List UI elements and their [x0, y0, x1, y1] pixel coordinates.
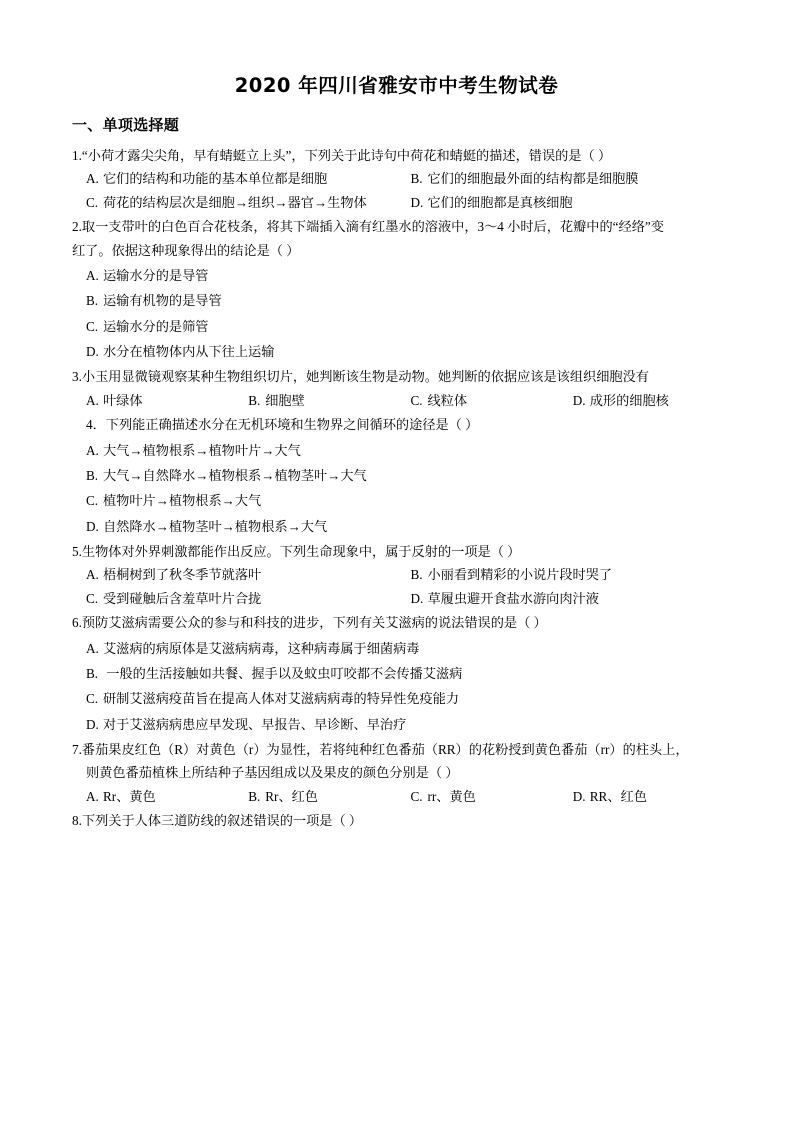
- question-stem: 4．下列能正确描述水分在无机环境和生物界之间循环的途径是（ ）: [86, 417, 479, 433]
- option-text: 一般的生活接触如共餐、握手以及蚊虫叮咬都不会传播艾滋病: [103, 665, 463, 681]
- question-8: [72, 810, 721, 831]
- option-a[interactable]: [72, 786, 234, 807]
- option-label: C.: [86, 318, 99, 334]
- option-c[interactable]: [72, 688, 721, 709]
- question-stem-cont: 则黄色番茄植株上所结种子基因组成以及果皮的颜色分别是（ ）: [86, 765, 459, 781]
- option-b[interactable]: [397, 168, 722, 189]
- question-stem: 8.下列关于人体三道防线的叙述错误的一项是（ ）: [72, 813, 363, 829]
- option-c[interactable]: [72, 192, 397, 213]
- option-label: C.: [86, 194, 99, 210]
- question-stem-cont: 红了。依据这种现象得出的结论是（ ）: [72, 242, 300, 258]
- option-text: 成形的细胞核: [589, 392, 669, 408]
- question-3: [72, 366, 721, 411]
- option-text: 草履虫避开食盐水游向肉汁液: [427, 590, 599, 606]
- option-list: [72, 440, 721, 538]
- question-4: [72, 414, 721, 537]
- option-label: D.: [86, 716, 99, 732]
- option-text: 它们的细胞最外面的结构都是细胞膜: [427, 171, 639, 187]
- option-d[interactable]: [72, 341, 721, 362]
- option-text: Rr、红色: [265, 788, 318, 804]
- option-text: 它们的细胞都是真核细胞: [427, 194, 573, 210]
- option-text: 运输水分的是筛管: [103, 318, 209, 334]
- option-d[interactable]: [559, 786, 721, 807]
- page-title: 2020 年四川省雅安市中考生物试卷: [234, 74, 559, 97]
- option-a[interactable]: [72, 168, 397, 189]
- question-stem: 7.番茄果皮红色（R）对黄色（r）为显性，若将纯种红色番茄（RR）的花粉授到黄色番茄（rr）的柱头上，: [72, 742, 689, 757]
- option-row: [72, 564, 721, 585]
- option-text: 运输有机物的是导管: [103, 293, 222, 309]
- option-c[interactable]: [72, 588, 397, 609]
- option-c[interactable]: [72, 316, 721, 337]
- question-stem: 1.“小荷才露尖尖角，早有蜻蜓立上头”，下列关于此诗句中荷花和蜻蜓的描述，错误的是（ ）: [72, 148, 612, 163]
- option-text: 研制艾滋病疫苗旨在提高人体对艾滋病病毒的特异性免疫能力: [103, 691, 460, 707]
- option-c[interactable]: [397, 786, 559, 807]
- option-row: [72, 168, 721, 189]
- option-label: D.: [410, 590, 424, 606]
- question-stem: 6.预防艾滋病需要公众的参与和科技的进步，下列有关艾滋病的说法错误的是（ ）: [72, 615, 547, 631]
- option-text: 叶绿体: [103, 392, 143, 408]
- option-a[interactable]: [72, 440, 721, 461]
- option-row: [72, 588, 721, 609]
- option-text: 梧桐树到了秋冬季节就落叶: [103, 567, 262, 583]
- option-label: B.: [410, 567, 423, 583]
- option-label: B.: [86, 467, 99, 483]
- option-text: 自然降水→植物茎叶→植物根系→大气: [103, 518, 328, 534]
- option-label: D.: [572, 788, 586, 804]
- option-label: B.: [86, 665, 99, 681]
- option-d[interactable]: [397, 192, 722, 213]
- question-stem: 3.小玉用显微镜观察某种生物组织切片，她判断该生物是动物。她判断的依据应该是该组织细胞没有: [72, 369, 649, 385]
- option-a[interactable]: [72, 265, 721, 286]
- option-b[interactable]: [234, 390, 396, 411]
- option-label: D.: [86, 344, 99, 359]
- option-label: C.: [86, 493, 99, 509]
- option-text: RR、红色: [589, 788, 647, 804]
- question-6: [72, 612, 721, 735]
- option-text: rr、黄色: [427, 788, 476, 804]
- option-text: 受到碰触后含羞草叶片合拢: [103, 590, 262, 606]
- option-label: D.: [86, 518, 99, 534]
- option-text: 运输水分的是导管: [103, 267, 209, 283]
- option-label: A.: [86, 267, 99, 283]
- option-label: B.: [410, 171, 423, 187]
- option-a[interactable]: [72, 390, 234, 411]
- option-b[interactable]: [397, 564, 722, 585]
- option-text: 植物叶片→植物根系→大气: [103, 493, 262, 509]
- option-list: [72, 265, 721, 363]
- option-b[interactable]: [234, 786, 396, 807]
- option-label: A.: [86, 171, 99, 187]
- option-text: 它们的结构和功能的基本单位都是细胞: [103, 171, 328, 187]
- option-b[interactable]: [72, 465, 721, 486]
- option-b[interactable]: [72, 663, 721, 684]
- option-text: 对于艾滋病病患应早发现、早报告、早诊断、早治疗: [103, 716, 407, 732]
- option-label: A.: [86, 788, 99, 804]
- question-7: [72, 739, 721, 807]
- option-label: A.: [86, 392, 99, 408]
- question-stem: 5.生物体对外界刺激都能作出反应。下列生命现象中，属于反射的一项是（ ）: [72, 544, 521, 559]
- option-text: 大气→植物根系→植物叶片→大气: [103, 442, 301, 458]
- option-label: D.: [410, 194, 424, 210]
- section-heading: 一、单项选择题: [72, 116, 180, 134]
- option-b[interactable]: [72, 290, 721, 311]
- option-label: A.: [86, 567, 99, 583]
- option-label: A.: [86, 442, 99, 458]
- option-text: 水分在植物体内从下往上运输: [103, 344, 275, 359]
- question-1: [72, 145, 721, 213]
- option-a[interactable]: [72, 564, 397, 585]
- option-label: C.: [410, 392, 423, 408]
- option-label: A.: [86, 640, 99, 656]
- option-d[interactable]: [72, 516, 721, 537]
- option-list: [72, 638, 721, 736]
- option-c[interactable]: [72, 490, 721, 511]
- option-text: Rr、黄色: [103, 788, 156, 804]
- option-d[interactable]: [559, 390, 721, 411]
- option-d[interactable]: [72, 714, 721, 735]
- option-label: B.: [86, 293, 99, 309]
- option-row: [72, 786, 721, 807]
- option-d[interactable]: [397, 588, 722, 609]
- option-text: 艾滋病的病原体是艾滋病病毒，这种病毒属于细菌病毒: [103, 640, 420, 656]
- option-row: [72, 192, 721, 213]
- option-text: 细胞壁: [265, 392, 305, 408]
- option-label: C.: [86, 691, 99, 707]
- question-2: [72, 216, 721, 362]
- option-text: 线粒体: [427, 392, 468, 408]
- option-label: C.: [410, 788, 423, 804]
- option-label: C.: [86, 590, 99, 606]
- option-label: B.: [248, 788, 261, 804]
- option-row: [72, 390, 721, 411]
- question-5: [72, 541, 721, 609]
- question-stem: 2.取一支带叶的白色百合花枝条，将其下端插入滴有红墨水的溶液中，3～4 小时后，花瓣中的“经络”变: [72, 219, 664, 235]
- option-label: D.: [572, 392, 586, 408]
- option-text: 荷花的结构层次是细胞→组织→器官→生物体: [103, 194, 367, 210]
- option-label: B.: [248, 392, 261, 408]
- option-c[interactable]: [397, 390, 559, 411]
- option-a[interactable]: [72, 638, 721, 659]
- option-text: 小丽看到精彩的小说片段时哭了: [427, 567, 613, 583]
- option-text: 大气→自然降水→植物根系→植物茎叶→大气: [103, 467, 367, 483]
